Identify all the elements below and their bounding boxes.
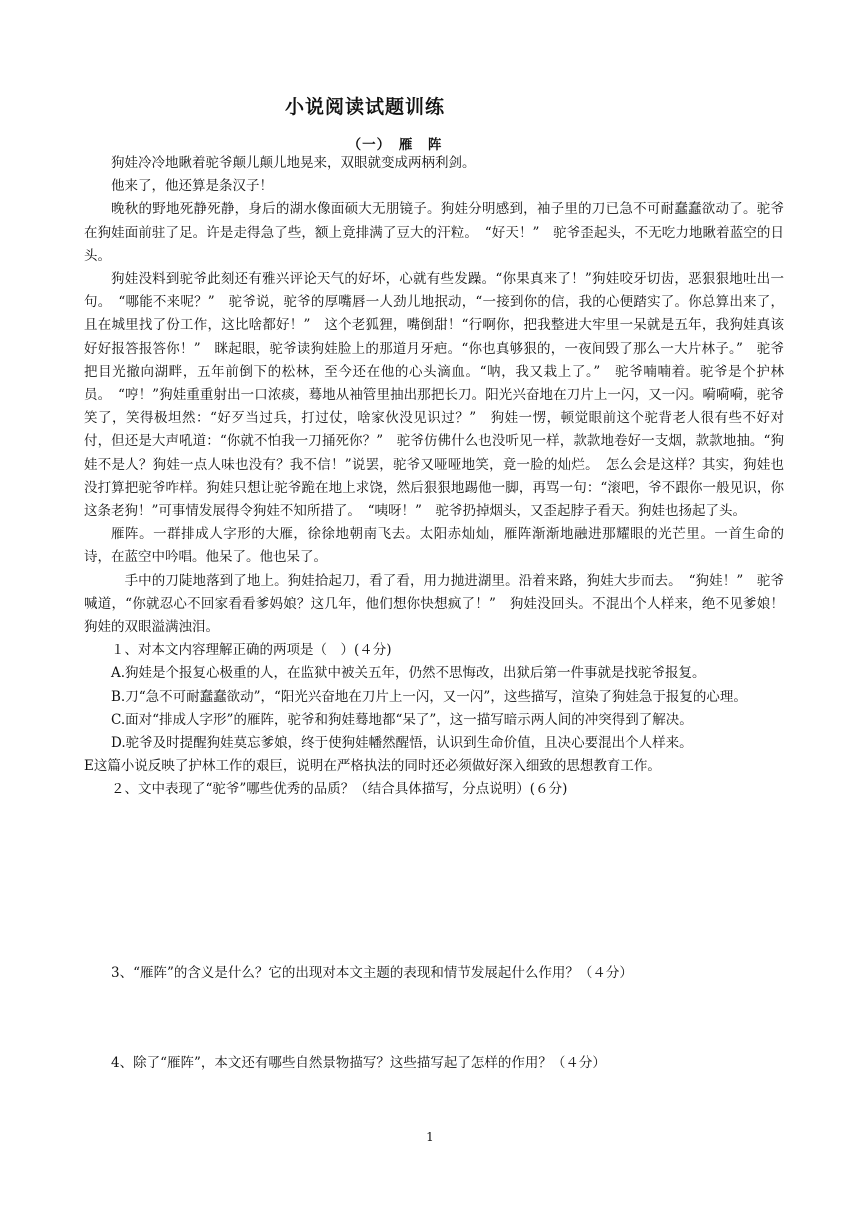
document-title: 小说阅读试题训练 xyxy=(284,96,445,118)
paragraph: 晚秋的野地死静死静，身后的湖水像面硕大无朋镜子。狗娃分明感到，袖子里的刀已急不可耐蠢蠢欲动了。驼爷在狗娃面前驻了足。许是走得急了些，额上竟排满了豆大的汗粒。 “好天！” 驼爷歪起头，不无吃力地瞅着蓝空的日头。 xyxy=(84,201,784,264)
question-4-block xyxy=(84,1052,784,1075)
paragraph: 狗娃冷冷地瞅着驼爷颠儿颠儿地晃来，双眼就变成两柄利剑。 xyxy=(111,155,476,171)
question-3-block xyxy=(84,962,784,985)
paragraph: 雁阵。一群排成人字形的大雁，徐徐地朝南飞去。太阳赤灿灿，雁阵渐渐地融进那耀眼的光芒里。一首生命的诗，在蓝空中吟唱。他呆了。他也呆了。 xyxy=(84,526,784,566)
option-d: D.驼爷及时提醒狗娃莫忘爹娘，终于使狗娃幡然醒悟，认识到生命价值，且决心要混出个人样来。 xyxy=(111,735,693,752)
option-c: C.面对“排成人字形”的雁阵，驼爷和狗娃蓦地都“呆了”，这一描写暗示两人间的冲突得到了解决。 xyxy=(111,711,693,728)
option-e: E这篇小说反映了护林工作的艰巨，说明在严格执法的同时还必须做好深入细致的思想教育工作。 xyxy=(84,758,661,775)
page-number: 1 xyxy=(426,1130,434,1144)
question-4: 4、除了“雁阵”，本文还有哪些自然景物描写？这些描写起了怎样的作用？（４分） xyxy=(111,1055,606,1071)
paragraph: 手中的刀陡地落到了地上。狗娃拾起刀，看了看，用力抛进湖里。沿着来路，狗娃大步而去。 “狗娃！” 驼爷喊道，“你就忍心不回家看看爹妈娘？这几年，他们想你快想疯了！” 狗娃没回头。不混出个人样来，绝不见爹娘！狗娃的双眼溢满浊泪。 xyxy=(84,572,784,636)
question-1: １、对本文内容理解正确的两项是（ ）(４分) xyxy=(111,642,392,659)
paragraph: 他来了，他还算是条汉子！ xyxy=(111,178,273,195)
paragraph: 狗娃没料到驼爷此刻还有雅兴评论天气的好坏，心就有些发躁。“你果真来了！”狗娃咬牙切齿，恶狠狠地吐出一句。 “哪能不来呢？” 驼爷说，驼爷的厚嘴唇一人劲儿地抿动，“一接到你的信，我的心便踏实了。你总算出来了，且在城里找了份工作，这比啥都好！” 这个老狐狸，嘴倒甜！“行啊你，把我整进大牢里一呆就是五年，我狗娃真该好好报答报答你！” 眯起眼，驼爷读狗娃脸上的那道月牙疤。“你也真够狠的，一夜间毁了那么一大片林子。” 驼爷把目光撤向湖畔，五年前倒下的松林，至今还在他的心头滴血。“呐，我又栽上了。” 驼爷喃喃着。驼爷是个护林员。 “哼！”狗娃重重射出一口浓痰，蓦地从袖管里抽出那把长刀。阳光兴奋地在刀片上一闪，又一闪。嗬嗬嗬，驼爷笑了，笑得极坦然：“好歹当过兵，打过仗，啥家伙没见识过？” 狗娃一愣，顿觉眼前这个驼背老人很有些不好对付，但还是大声吼道：“你就不怕我一刀捅死你？” 驼爷仿佛什么也没听见一样，款款地卷好一支烟，款款地抽。“狗娃不是人？狗娃一点人味也没有？我不信！”说罢，驼爷又哑哑地笑，竟一脸的灿烂。 怎么会是这样？其实，狗娃也没打算把驼爷咋样。狗娃只想让驼爷跪在地上求饶，然后狠狠地踢他一脚，再骂一句：“滚吧，爷不跟你一般见识，你这条老狗！”可事情发展得令狗娃不知所措了。 “咦呀！” 驼爷扔掉烟头，又歪起脖子看天。狗娃也扬起了头。 xyxy=(84,271,784,520)
story-body xyxy=(84,152,784,802)
question-3: 3、“雁阵”的含义是什么？它的出现对本文主题的表现和情节发展起什么作用？（４分） xyxy=(111,965,633,981)
option-b: B.刀“急不可耐蠢蠢欲动”，“阳光兴奋地在刀片上一闪，又一闪”，这些描写，渲染了狗娃急于报复的心理。 xyxy=(111,688,747,705)
question-2: ２、文中表现了“驼爷”哪些优秀的品质？（结合具体描写，分点说明）(６分) xyxy=(111,781,568,798)
option-a: A.狗娃是个报复心极重的人，在监狱中被关五年，仍然不思悔改，出狱后第一件事就是找驼爷报复。 xyxy=(111,665,706,682)
story-subtitle: （一） 雁 阵 xyxy=(347,137,443,153)
